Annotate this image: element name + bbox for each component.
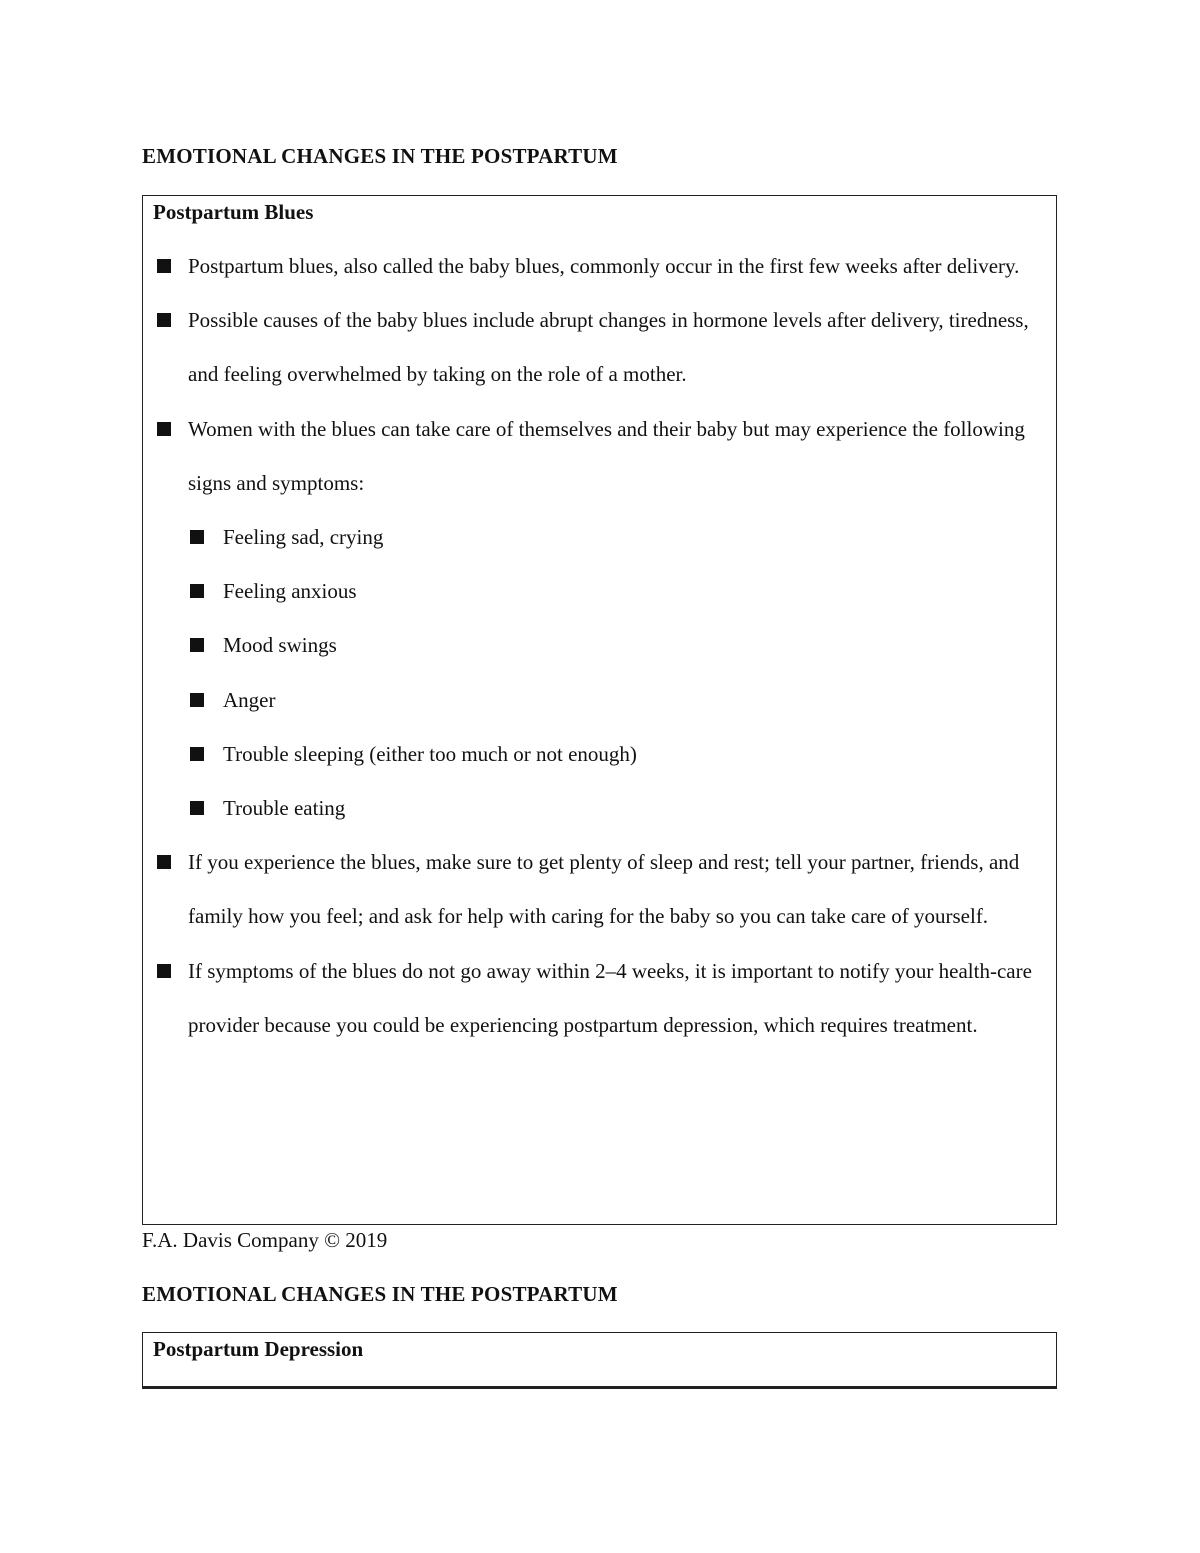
list-item bbox=[143, 835, 1056, 943]
square-bullet-icon bbox=[190, 801, 204, 815]
sub-list-item bbox=[143, 564, 1056, 618]
square-bullet-icon bbox=[157, 259, 171, 273]
list-item bbox=[143, 293, 1056, 401]
list-item-text: If you experience the blues, make sure to get plenty of sleep and rest; tell your partner, friends, and family how you feel; and ask for help with caring for the baby so you can take care of yourself. bbox=[188, 850, 1020, 929]
square-bullet-icon bbox=[157, 964, 171, 978]
sub-list-item bbox=[143, 727, 1056, 781]
sub-list-item bbox=[143, 781, 1056, 835]
list-item-text: Feeling sad, crying bbox=[223, 525, 384, 550]
list-item-text: Feeling anxious bbox=[223, 579, 357, 604]
list-item-text: Women with the blues can take care of themselves and their baby but may experience the following signs and symptoms: bbox=[188, 416, 1025, 495]
list-item-text: Trouble sleeping (either too much or not enough) bbox=[223, 741, 637, 766]
square-bullet-icon bbox=[190, 747, 204, 761]
square-bullet-icon bbox=[190, 530, 204, 544]
square-bullet-icon bbox=[157, 855, 171, 869]
list-item bbox=[143, 239, 1056, 293]
box-title: Postpartum Blues bbox=[153, 200, 314, 224]
box-title-2: Postpartum Depression bbox=[153, 1337, 364, 1361]
postpartum-blues-box bbox=[142, 195, 1057, 1225]
square-bullet-icon bbox=[190, 693, 204, 707]
square-bullet-icon bbox=[157, 313, 171, 327]
list-item-text: Postpartum blues, also called the baby blues, commonly occur in the first few weeks after delivery. bbox=[188, 254, 1020, 278]
page-heading: EMOTIONAL CHANGES IN THE POSTPARTUM bbox=[142, 144, 618, 168]
bullet-list bbox=[143, 239, 1056, 1052]
list-item-text: Trouble eating bbox=[223, 796, 346, 821]
list-item-text: Possible causes of the baby blues include abrupt changes in hormone levels after delivery, tiredness, and feeling overwhelmed by taking on the role of a mother. bbox=[188, 308, 1029, 387]
list-item bbox=[143, 402, 1056, 510]
square-bullet-icon bbox=[190, 638, 204, 652]
copyright-footer: F.A. Davis Company © 2019 bbox=[142, 1228, 388, 1252]
postpartum-depression-box bbox=[142, 1332, 1057, 1389]
sub-list-item bbox=[143, 510, 1056, 564]
sub-list-item bbox=[143, 673, 1056, 727]
list-item-text: If symptoms of the blues do not go away within 2–4 weeks, it is important to notify your health-care provider because you could be experiencing postpartum depression, which requires treatment. bbox=[188, 958, 1032, 1037]
square-bullet-icon bbox=[190, 584, 204, 598]
list-item-text: Anger bbox=[223, 687, 276, 712]
list-item-text: Mood swings bbox=[223, 633, 337, 658]
sub-list-item bbox=[143, 618, 1056, 672]
page-heading-2: EMOTIONAL CHANGES IN THE POSTPARTUM bbox=[142, 1282, 618, 1306]
square-bullet-icon bbox=[157, 422, 171, 436]
list-item bbox=[143, 944, 1056, 1052]
